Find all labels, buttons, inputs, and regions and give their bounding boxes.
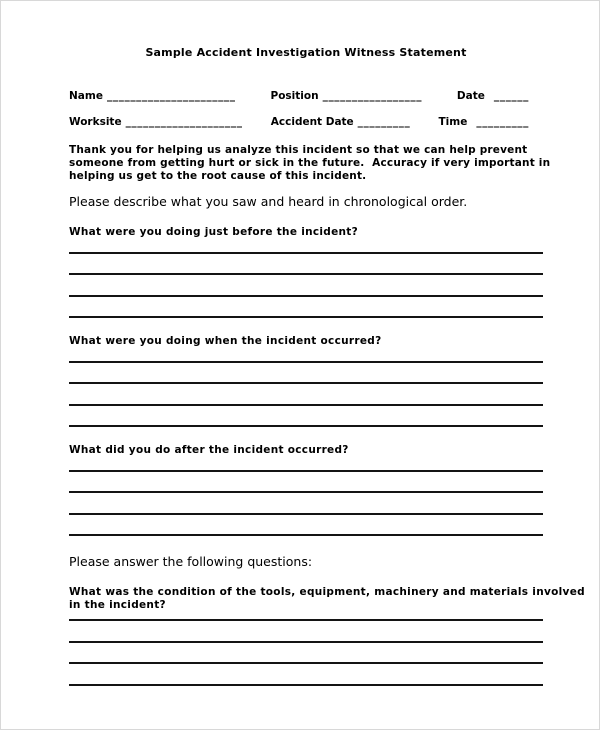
date-field: [457, 89, 529, 103]
intro-line: helping us get to the root cause of this incident.: [69, 170, 367, 182]
date-label: Date: [456, 90, 485, 102]
question-line: in the incident?: [69, 599, 166, 611]
question-text: [69, 586, 585, 612]
answer-line: [69, 641, 543, 643]
time-field: [439, 115, 529, 129]
answer-line: [69, 619, 543, 621]
question-text: What were you doing when the incident occurred?: [69, 335, 382, 347]
answer-lines-group: [69, 470, 543, 537]
position-field: [271, 89, 423, 103]
answer-line: [69, 361, 543, 363]
answer-line: [69, 404, 543, 406]
answer-line: [69, 470, 543, 472]
accident-date-field: [271, 115, 411, 129]
answer-line: [69, 316, 543, 318]
fields-row-2: [69, 115, 529, 129]
intro-line: someone from getting hurt or sick in the future. Accuracy if very important in: [69, 157, 551, 169]
answer-line: [69, 491, 543, 493]
worksite-label: Worksite: [69, 116, 122, 128]
name-blank-line: ______________________: [106, 90, 236, 102]
name-field: [69, 89, 236, 103]
accident-date-label: Accident Date: [270, 116, 354, 128]
answer-line: [69, 534, 543, 536]
answer-line: [69, 513, 543, 515]
answer-line: [69, 295, 543, 297]
question-section-2: [69, 335, 543, 427]
document-title: Sample Accident Investigation Witness Statement: [145, 46, 467, 59]
answer-line: [69, 425, 543, 427]
answer-lines-group: [69, 252, 543, 319]
answer-line: [69, 273, 543, 275]
accident-date-blank-line: _________: [357, 116, 411, 128]
question-line: What was the condition of the tools, equipment, machinery and materials involved: [69, 586, 585, 598]
question-text: What were you doing just before the incident?: [69, 226, 359, 238]
worksite-blank-line: ____________________: [125, 116, 243, 128]
position-label: Position: [270, 90, 319, 102]
name-label: Name: [69, 90, 103, 102]
answer-line: [69, 684, 543, 686]
answer-lines-group: [69, 619, 543, 686]
date-blank-line: ______: [493, 90, 529, 102]
time-blank-line: _________: [476, 116, 529, 128]
answer-line: [69, 382, 543, 384]
intro-paragraph: [69, 144, 551, 183]
intro-line: Thank you for helping us analyze this incident so that we can help prevent: [69, 144, 528, 156]
answer-line: [69, 662, 543, 664]
fields-row-1: [69, 89, 529, 103]
time-label: Time: [438, 116, 468, 128]
answer-line: [69, 252, 543, 254]
question-section-1: [69, 226, 543, 318]
worksite-field: [69, 115, 243, 129]
question-section-3: [69, 444, 543, 536]
answer-lines-group: [69, 361, 543, 428]
chronological-instruction: Please describe what you saw and heard in chronological order.: [69, 194, 468, 209]
question-section-4: [69, 586, 585, 686]
question-text: What did you do after the incident occurred?: [69, 444, 349, 456]
position-blank-line: _________________: [322, 90, 423, 102]
answer-questions-instruction: Please answer the following questions:: [69, 554, 313, 569]
